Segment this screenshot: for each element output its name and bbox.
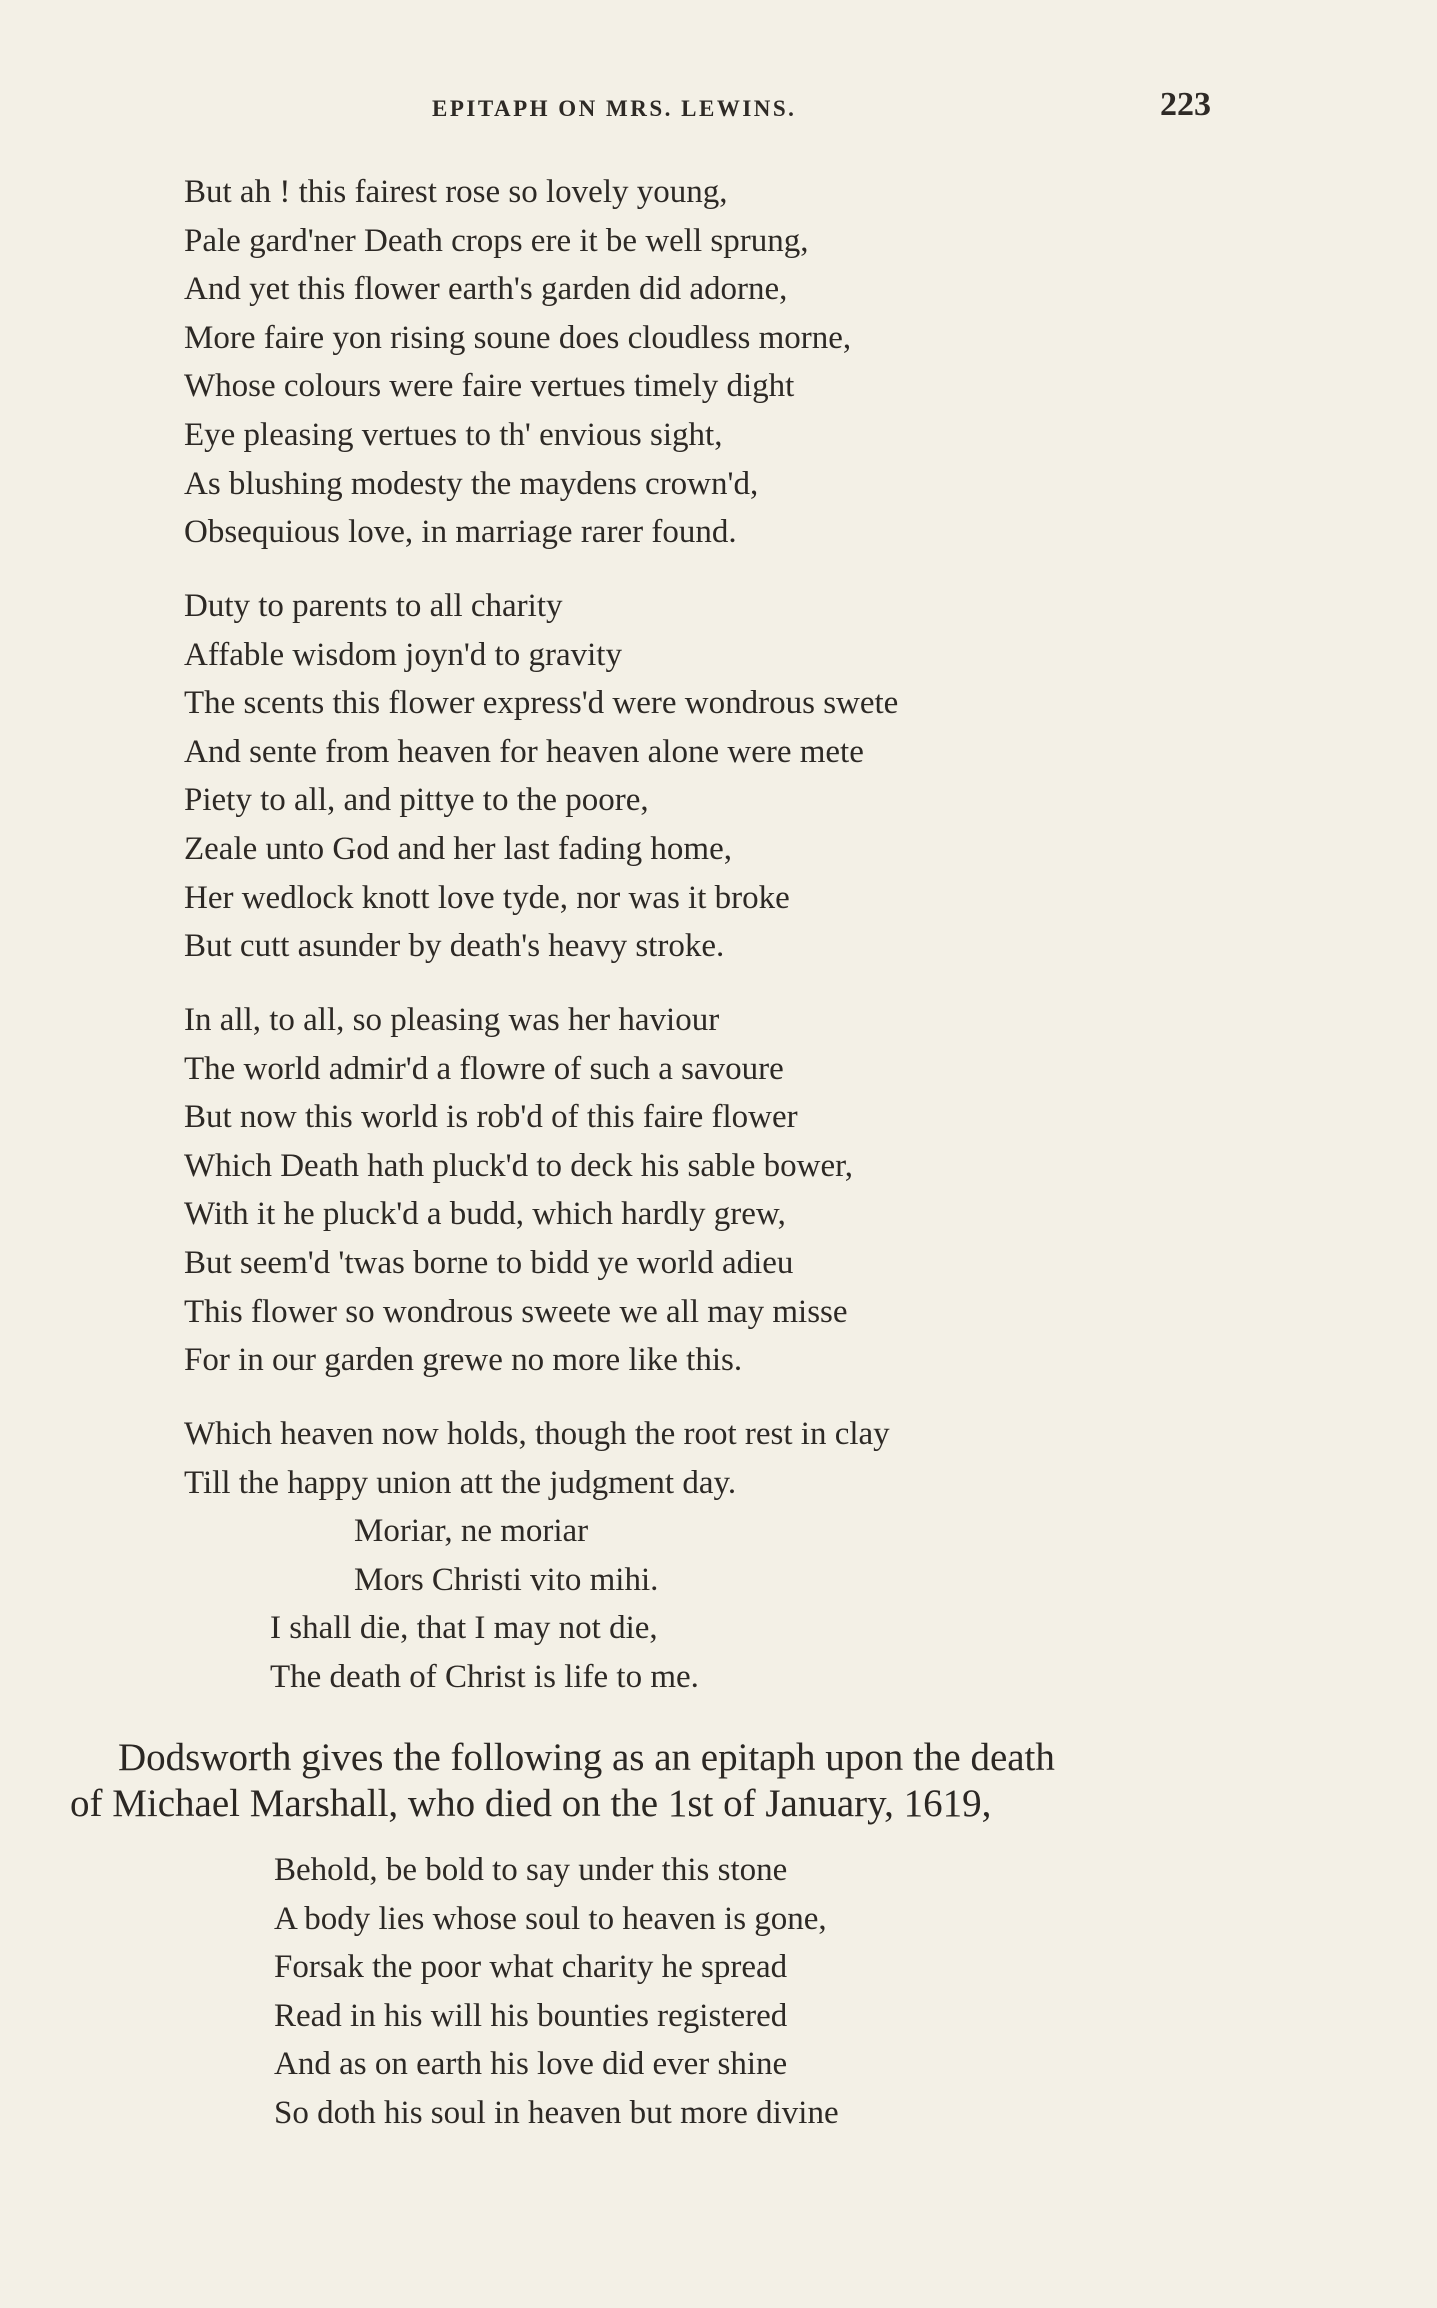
verse-line: Piety to all, and pittye to the poore, (184, 782, 649, 819)
verse-line: And yet this flower earth's garden did adorne, (184, 271, 788, 308)
verse-line: A body lies whose soul to heaven is gone, (274, 1900, 827, 1937)
verse-line: But seem'd 'twas borne to bidd ye world adieu (184, 1244, 794, 1281)
verse-line: And as on earth his love did ever shine (274, 2046, 788, 2083)
stanza-1 (184, 168, 851, 557)
verse-line: But now this world is rob'd of this faire flower (184, 1099, 798, 1136)
verse-line: Which heaven now holds, though the root rest in clay (184, 1416, 890, 1452)
translation-line: I shall die, that I may not die, (270, 1610, 658, 1647)
stanza-3 (184, 996, 853, 1385)
prose-line: of Michael Marshall, who died on the 1st of January, 1619, (70, 1782, 992, 1825)
verse-line: Affable wisdom joyn'd to gravity (184, 636, 622, 673)
verse-line: More faire yon rising soune does cloudless morne, (184, 319, 852, 356)
verse-line: Pale gard'ner Death crops ere it be well sprung, (184, 222, 809, 259)
verse-line: For in our garden grewe no more like this. (184, 1342, 743, 1379)
verse-line: Duty to parents to all charity (184, 588, 563, 624)
verse-line: Zeale unto God and her last fading home, (184, 830, 732, 867)
translation-line: The death of Christ is life to me. (270, 1658, 699, 1695)
verse-line: This flower so wondrous sweete we all may misse (184, 1293, 848, 1330)
verse-line: Behold, be bold to say under this stone (274, 1852, 788, 1888)
verse-line: Whose colours were faire vertues timely dight (184, 368, 795, 405)
verse-line: But cutt asunder by death's heavy stroke. (184, 928, 725, 965)
verse-line: Which Death hath pluck'd to deck his sable bower, (184, 1147, 854, 1184)
verse-line: With it he pluck'd a budd, which hardly grew, (184, 1196, 786, 1233)
verse-line: Obsequious love, in marriage rarer found. (184, 514, 737, 551)
verse-line: So doth his soul in heaven but more divine (274, 2094, 839, 2131)
prose-line: Dodsworth gives the following as an epitaph upon the death (118, 1736, 1055, 1779)
verse-line: Eye pleasing vertues to th' envious sight, (184, 416, 723, 453)
verse-line: But ah ! this fairest rose so lovely young, (184, 174, 728, 210)
verse-line: Read in his will his bounties registered (274, 1997, 788, 2034)
verse-line: As blushing modesty the maydens crown'd, (184, 465, 759, 502)
running-title: EPITAPH ON MRS. LEWINS. (432, 96, 797, 121)
verse-line: Till the happy union att the judgment day. (184, 1464, 737, 1501)
stanza-2 (184, 582, 898, 971)
latin-line: Mors Christi vito mihi. (354, 1561, 659, 1598)
verse-line: And sente from heaven for heaven alone were mete (184, 733, 864, 770)
stanza-4 (184, 1410, 890, 1702)
prose-paragraph (70, 1735, 1250, 1827)
verse-line: In all, to all, so pleasing was her haviour (184, 1002, 720, 1038)
page-number: 223 (1160, 86, 1211, 123)
verse-line: The world admir'd a flowre of such a savoure (184, 1050, 784, 1087)
latin-line: Moriar, ne moriar (354, 1513, 589, 1550)
verse-line: The scents this flower express'd were wondrous swete (184, 685, 899, 722)
verse-line: Her wedlock knott love tyde, nor was it broke (184, 879, 790, 916)
verse-line: Forsak the poor what charity he spread (274, 1949, 788, 1986)
epitaph-stanza (274, 1846, 839, 2138)
